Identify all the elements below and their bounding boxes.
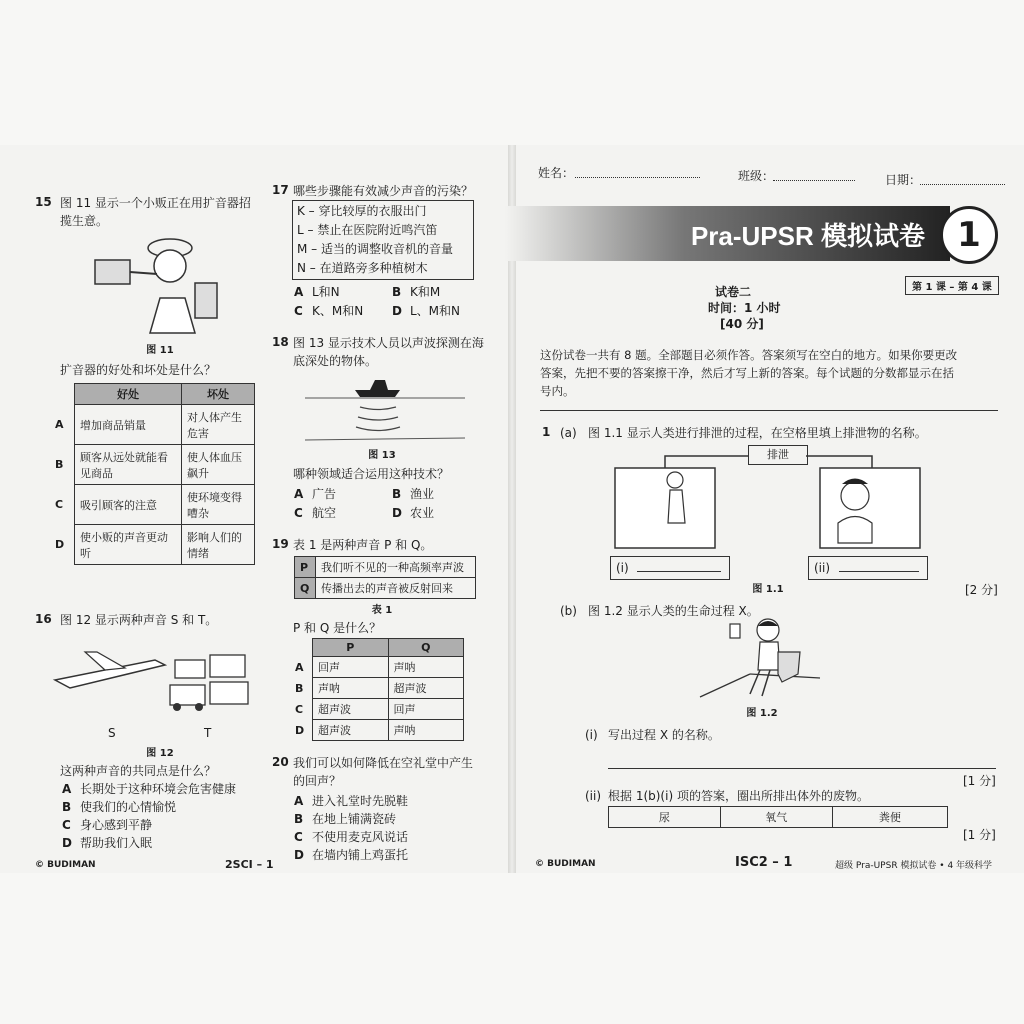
q19-def-key: Q: [295, 578, 316, 599]
lessons-tag: 第 1 课 – 第 4 课: [905, 276, 999, 295]
q16-option: [62, 817, 152, 833]
q15-bad-cell: 对人体产生危害: [182, 405, 255, 445]
opt-text: 在墙内铺上鸡蛋托: [312, 848, 409, 862]
q19-def-value: 我们听不见的一种高频率声波: [316, 557, 476, 578]
excretion-center-box: 排泄: [748, 445, 808, 465]
date-label: 日期：: [885, 173, 922, 187]
opt-text: K和M: [410, 285, 441, 299]
label-s: S: [108, 726, 116, 740]
marks-label: [40 分]: [720, 317, 764, 331]
q17-item: M – 适当的调整收音机的音量: [297, 242, 453, 256]
q19-q-cell: 声呐: [388, 657, 464, 678]
q1b-i-answer-line[interactable]: [608, 768, 996, 769]
table1-caption: 表 1: [371, 605, 393, 616]
title-banner: [505, 206, 950, 261]
paper-label: 试卷二: [715, 285, 752, 299]
opt-text: L、M和N: [410, 304, 461, 318]
opt-letter: B: [294, 812, 304, 826]
q15-text-2: 揽生意。: [60, 214, 109, 228]
opt-letter: D: [392, 506, 402, 520]
q19-opt: D: [295, 723, 305, 737]
fig12-caption: 图 12: [146, 748, 174, 759]
q15-table: [50, 383, 255, 565]
name-field[interactable]: [575, 177, 700, 178]
q18-text-2: 底深处的物体。: [293, 354, 378, 368]
left-footer-brand: © BUDIMAN: [35, 860, 96, 870]
opt-text: 长期处于这种环境会危害健康: [80, 782, 237, 796]
q15-good-cell: 增加商品销量: [75, 405, 182, 445]
q15-opt: D: [55, 538, 65, 551]
opt-text: 在地上铺满瓷砖: [312, 812, 397, 826]
q19-p-cell: 声呐: [313, 678, 389, 699]
q19-opt: B: [295, 681, 304, 695]
class-label: 班级：: [738, 169, 775, 183]
opt-text: 进入礼堂时先脱鞋: [312, 794, 409, 808]
q16-number: 16: [35, 612, 52, 626]
instructions-2: 答案，先把不要的答案擦干净，然后才写上新的答案。每个试题的分数都显示在括: [540, 366, 954, 380]
q16-option: [62, 835, 152, 851]
opt-text: 广告: [312, 487, 337, 501]
q15-bad-cell: 影响人们的情绪: [182, 525, 255, 565]
opt-letter: B: [392, 285, 402, 299]
q20-number: 20: [272, 755, 289, 769]
opt-letter: C: [294, 830, 303, 844]
q1-number: 1: [542, 425, 551, 439]
q19-number: 19: [272, 537, 289, 551]
q16-question: 这两种声音的共同点是什么？: [60, 764, 217, 778]
q18-number: 18: [272, 335, 289, 349]
q18-text-1: 图 13 显示技术人员以声波探测在海: [293, 336, 484, 350]
answer-ii-label: (ii): [814, 561, 831, 575]
q15-opt: A: [55, 418, 64, 431]
opt-letter: A: [294, 487, 304, 501]
q15-number: 15: [35, 195, 52, 209]
q1b-ii-mark: [1 分]: [963, 828, 996, 842]
opt-letter: C: [62, 818, 71, 832]
q19-q-cell: 回声: [388, 699, 464, 720]
q1a-part: (a): [560, 426, 577, 440]
q1b-ii-text: 根据 1(b)(i) 项的答案，圈出所排出体外的废物。: [608, 789, 869, 803]
choice-feces[interactable]: 粪便: [832, 807, 947, 828]
right-footer-brand: © BUDIMAN: [535, 859, 596, 869]
q15-good-cell: 吸引顾客的注意: [75, 485, 182, 525]
q19-def-value: 传播出去的声音被反射回来: [316, 578, 476, 599]
q19-answer-table: [290, 638, 464, 741]
opt-text: L和N: [312, 285, 340, 299]
instructions-3: 号内。: [540, 384, 575, 398]
q15-header-good: 好处: [75, 384, 182, 405]
opt-letter: C: [294, 304, 303, 318]
answer-line: [839, 571, 919, 572]
q19-question: P 和 Q 是什么？: [293, 621, 382, 635]
boy-on-toilet-illustration: [690, 612, 830, 704]
q1b-i-mark: [1 分]: [963, 774, 996, 788]
q19-header-p: P: [313, 639, 389, 657]
q15-header-bad: 坏处: [182, 384, 255, 405]
excretion-diagram: [610, 448, 940, 553]
q18-question: 哪种领域适合运用这种技术？: [293, 467, 450, 481]
opt-text: 使我们的心情愉悦: [80, 800, 177, 814]
q15-bad-cell: 使环境变得嘈杂: [182, 485, 255, 525]
airplane-and-traffic-illustration: [45, 640, 260, 720]
divider: [540, 410, 998, 411]
q19-q-cell: 超声波: [388, 678, 464, 699]
class-field[interactable]: [773, 180, 855, 181]
opt-text: 身心感到平静: [80, 818, 153, 832]
q16-text: 图 12 显示两种声音 S 和 T。: [60, 613, 218, 627]
q17-item: L – 禁止在医院附近鸣汽笛: [297, 223, 438, 237]
right-footer-title: 超级 Pra-UPSR 模拟试卷 • 4 年级科学: [835, 861, 993, 871]
opt-letter: C: [294, 506, 303, 520]
choice-oxygen[interactable]: 氧气: [720, 807, 832, 828]
answer-i-label: (i): [616, 561, 629, 575]
answer-box-i[interactable]: [610, 556, 730, 580]
opt-text: 帮助我们入眠: [80, 836, 153, 850]
q15-question: 扩音器的好处和坏处是什么？: [60, 363, 217, 377]
fig1-1-caption: 图 1.1: [752, 584, 784, 595]
banner-title: Pra-UPSR 模拟试卷: [690, 221, 925, 251]
q16-option: [62, 781, 236, 797]
opt-text: 航空: [312, 506, 337, 520]
q20-text-2: 的回声？: [293, 774, 342, 788]
sonar-ship-illustration: [300, 372, 470, 444]
choice-urine[interactable]: 尿: [609, 807, 721, 828]
q1b-ii-label: (ii): [585, 789, 602, 803]
q19-p-cell: 超声波: [313, 720, 389, 741]
opt-letter: D: [62, 836, 72, 850]
instructions-1: 这份试卷一共有 8 题。全部题目必须作答。答案须写在空白的地方。如果你要更改: [540, 348, 958, 362]
q20-text-1: 我们可以如何降低在空礼堂中产生: [293, 756, 474, 770]
opt-letter: D: [294, 848, 304, 862]
opt-text: 渔业: [410, 487, 435, 501]
q19-opt: C: [295, 702, 304, 716]
q17-statement-box: [292, 200, 474, 280]
q1b-text: 图 1.2 显示人类的生命过程 X。: [588, 604, 759, 618]
name-label: 姓名：: [538, 166, 575, 180]
q19-q-cell: 声呐: [388, 720, 464, 741]
opt-letter: A: [294, 794, 304, 808]
q19-opt: A: [295, 660, 304, 674]
fig13-caption: 图 13: [368, 450, 396, 461]
q16-option: [62, 799, 176, 815]
fig11-caption: 图 11: [146, 345, 174, 356]
opt-letter: D: [392, 304, 402, 318]
time-label: 时间：1 小时: [708, 301, 781, 315]
opt-text: 不使用麦克风说话: [312, 830, 409, 844]
answer-box-ii[interactable]: [808, 556, 928, 580]
opt-letter: A: [62, 782, 72, 796]
opt-letter: A: [294, 285, 304, 299]
q19-p-cell: 超声波: [313, 699, 389, 720]
vendor-megaphone-illustration: [85, 228, 235, 338]
q17-item: K – 穿比较厚的衣服出门: [297, 204, 427, 218]
label-t: T: [204, 726, 212, 740]
q1a-text: 图 1.1 显示人类进行排泄的过程，在空格里填上排泄物的名称。: [588, 426, 927, 440]
fig1-2-caption: 图 1.2: [746, 708, 778, 719]
q1b-i-label: (i): [585, 728, 598, 742]
waste-choice-table: [608, 806, 948, 828]
opt-letter: B: [62, 800, 72, 814]
q19-p-cell: 回声: [313, 657, 389, 678]
opt-text: K、M和N: [312, 304, 364, 318]
paper-number-badge: 1: [940, 206, 998, 264]
q15-bad-cell: 使人体血压飙升: [182, 445, 255, 485]
right-footer-code: ISC2 – 1: [735, 855, 793, 870]
date-field[interactable]: [920, 184, 1005, 185]
q15-good-cell: 使小贩的声音更动听: [75, 525, 182, 565]
opt-text: 农业: [410, 506, 435, 520]
q19-text: 表 1 是两种声音 P 和 Q。: [293, 538, 433, 552]
q17-item: N – 在道路旁多种植树木: [297, 261, 428, 275]
q19-def-key: P: [295, 557, 316, 578]
q1b-i-text: 写出过程 X 的名称。: [608, 728, 720, 742]
q15-good-cell: 顾客从远处就能看见商品: [75, 445, 182, 485]
q1a-mark: [2 分]: [965, 583, 998, 597]
answer-line: [637, 571, 721, 572]
q19-definition-table: [294, 556, 476, 599]
q1b-part: (b): [560, 604, 577, 618]
q15-opt: B: [55, 458, 64, 471]
q15-text-1: 图 11 显示一个小贩正在用扩音器招: [60, 196, 251, 210]
opt-letter: B: [392, 487, 402, 501]
q19-header-q: Q: [388, 639, 464, 657]
left-footer-code: 2SCI – 1: [225, 858, 274, 871]
q17-text: 哪些步骤能有效减少声音的污染？: [293, 184, 474, 198]
q17-number: 17: [272, 183, 289, 197]
q15-opt: C: [55, 498, 64, 511]
